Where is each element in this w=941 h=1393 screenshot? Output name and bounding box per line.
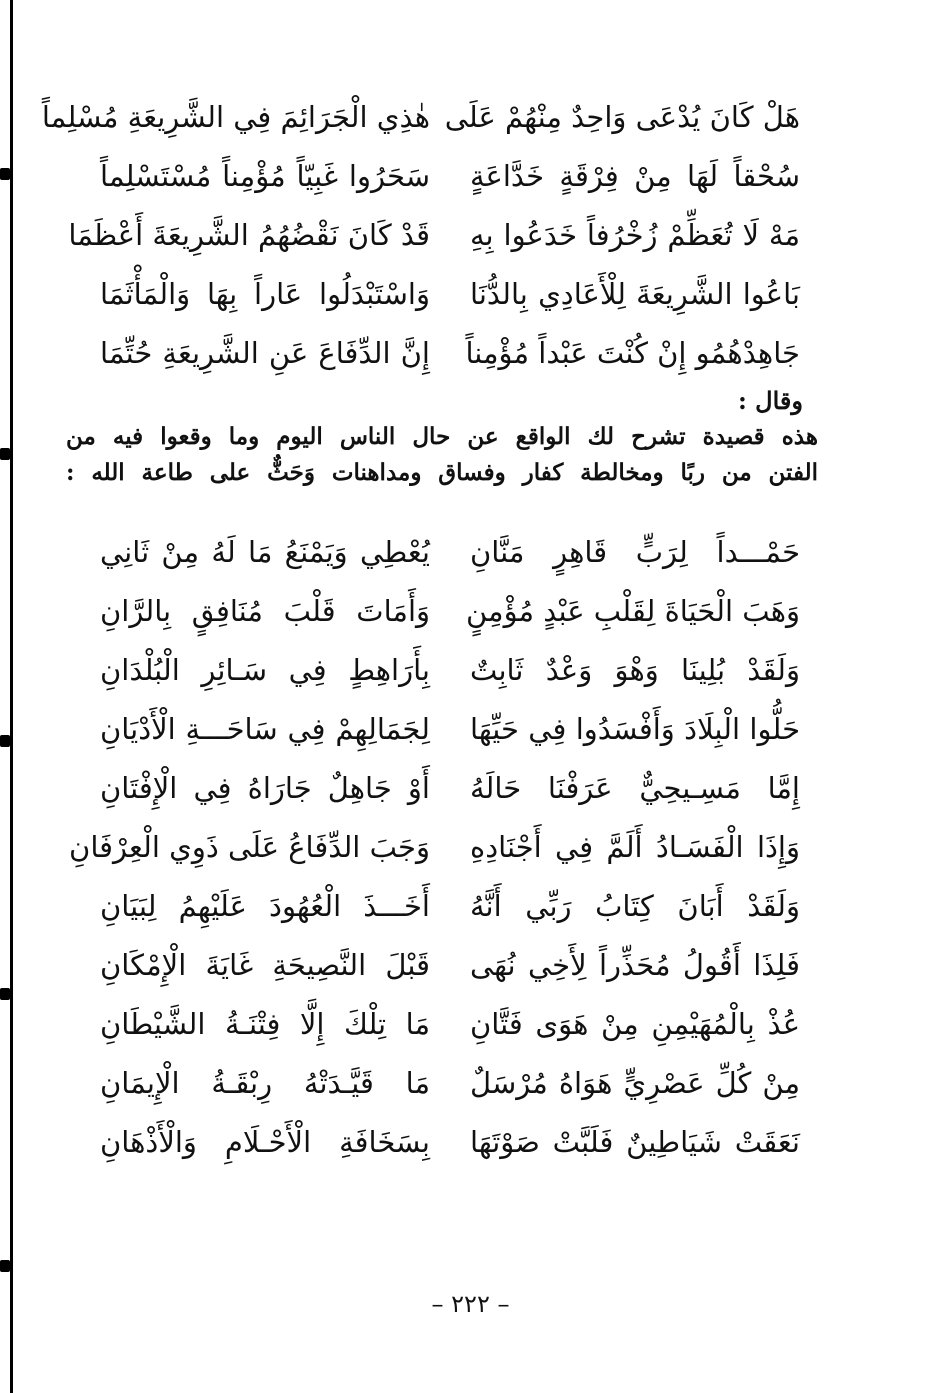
intro-paragraph bbox=[66, 419, 818, 491]
verse bbox=[100, 641, 800, 700]
said-label: وقال : bbox=[737, 386, 803, 415]
scan-border-line bbox=[10, 0, 13, 1393]
hemistich-second: وَأَمَاتَ قَلْبَ مُنَافِقٍ بِالرَّانِ bbox=[100, 594, 430, 628]
verse bbox=[100, 582, 800, 641]
hemistich-second: هٰذِي الْجَرَائِمَ فِي الشَّرِيعَةِ مُسْلِماً bbox=[41, 100, 430, 134]
verse bbox=[100, 877, 800, 936]
poem-bottom bbox=[69, 523, 800, 1172]
poem-top bbox=[41, 88, 800, 383]
hemistich-first: نَعَقَتْ شَيَاطِينٌ فَلَبَّتْ صَوْتَهَا bbox=[470, 1125, 800, 1159]
hemistich-second: وَاسْتَبْدَلُوا عَاراً بِهَا وَالْمَأْثَمَا bbox=[100, 277, 430, 311]
hemistich-second: أَوْ جَاهِلٌ جَارَاهُ فِي الْإِفْتَانِ bbox=[100, 771, 430, 805]
hemistich-first: عُذْ بِالْمُهَيْمِنِ مِنْ هَوَى فَتَّانِ bbox=[470, 1007, 800, 1041]
hemistich-first: سُحْقاً لَهَا مِنْ فِرْقَةٍ خَدَّاعَةٍ bbox=[470, 159, 800, 193]
hemistich-first: مَهْ لَا تُعَظِّمْ زُخْرُفاً خَدَعُوا بِهِ bbox=[470, 218, 800, 252]
hemistich-first: وَلَقَدْ بُلِينَا وَهْوَ وَعْدٌ ثَابِتٌ bbox=[470, 653, 800, 687]
hemistich-first: هَلْ كَانَ يُدْعَى وَاحِدٌ مِنْهُمْ عَلَى bbox=[444, 100, 800, 134]
hemistich-first: مِنْ كُلِّ عَصْرِيٍّ هَوَاهُ مُرْسَلٌ bbox=[470, 1066, 800, 1100]
hemistich-second: مَا تِلْكَ إِلَّا فِتْنَـةُ الشَّيْطَانِ bbox=[100, 1007, 430, 1041]
margin-mark bbox=[0, 448, 10, 460]
hemistich-second: بِسَخَافَةِ الْأَحْـلَامِ وَالْأَذْهَانِ bbox=[100, 1125, 430, 1159]
margin-mark bbox=[0, 988, 10, 1000]
verse bbox=[100, 1054, 800, 1113]
hemistich-first: وَلَقَدْ أَبَانَ كِتَابُ رَبِّي أَنَّهُ bbox=[470, 889, 800, 923]
margin-mark bbox=[0, 168, 10, 180]
verse bbox=[100, 324, 800, 383]
verse bbox=[68, 206, 800, 265]
hemistich-second: يُعْطِي وَيَمْنَعُ مَا لَهُ مِنْ ثَانِي bbox=[100, 535, 430, 569]
verse bbox=[100, 936, 800, 995]
verse bbox=[100, 759, 800, 818]
margin-mark bbox=[0, 1260, 10, 1272]
hemistich-second: إِنَّ الدِّفَاعَ عَنِ الشَّرِيعَةِ حُتِّمَا bbox=[100, 336, 430, 370]
hemistich-second: سَحَرُوا غَبِيّاً مُؤْمِناً مُسْتَسْلِماً bbox=[100, 159, 430, 193]
prose-line: هذه قصيدة تشرح لك الواقع عن حال الناس اليوم وما وقعوا فيه من bbox=[66, 423, 818, 450]
hemistich-second: وَجَبَ الدِّفَاعُ عَلَى ذَوِي الْعِرْفَانِ bbox=[69, 830, 430, 864]
verse bbox=[100, 700, 800, 759]
verse bbox=[41, 88, 800, 147]
page-number: – ٢٢٢ – bbox=[431, 1290, 510, 1318]
hemistich-second: لِجَمَالِهِمْ فِي سَاحَـــةِ الْأَدْيَانِ bbox=[100, 712, 430, 746]
verse bbox=[100, 523, 800, 582]
hemistich-first: حَلُّوا الْبِلَادَ وَأَفْسَدُوا فِي حَيِّهَا bbox=[470, 712, 800, 746]
verse bbox=[100, 1113, 800, 1172]
hemistich-first: فَلِذَا أَقُولُ مُحَذِّراً لِأَخِي نُهَى bbox=[470, 948, 800, 982]
hemistich-first: حَمْـــداً لِرَبٍّ قَاهِرٍ مَنَّانِ bbox=[470, 535, 800, 569]
hemistich-second: مَا قَيَّـدَتْهُ رِبْقَـةُ الْإِيمَانِ bbox=[100, 1066, 430, 1100]
hemistich-second: أَخَـــذَ الْعُهُودَ عَلَيْهِمُ لِبَيَانِ bbox=[100, 889, 430, 923]
verse bbox=[100, 147, 800, 206]
hemistich-first: جَاهِدْهُمُو إِنْ كُنْتَ عَبْداً مُؤْمِناً bbox=[465, 336, 800, 370]
hemistich-first: وَإِذَا الْفَسَـادُ أَلَمَّ فِي أَجْنَادِهِ bbox=[470, 830, 800, 864]
hemistich-second: قَدْ كَانَ نَقْضُهُمُ الشَّرِيعَةَ أَعْظَمَا bbox=[68, 218, 430, 252]
hemistich-first: وَهَبَ الْحَيَاةَ لِقَلْبِ عَبْدٍ مُؤْمِنٍ bbox=[465, 594, 800, 628]
hemistich-first: بَاعُوا الشَّرِيعَةَ لِلْأَعَادِي بِالدُّنَا bbox=[470, 277, 800, 311]
margin-mark bbox=[0, 735, 10, 747]
verse bbox=[100, 265, 800, 324]
verse bbox=[100, 995, 800, 1054]
prose-line: الفتن من ربًا ومخالطة كفار وفساق ومداهنات وَحَثٌّ على طاعة الله : bbox=[66, 459, 818, 486]
verse bbox=[69, 818, 800, 877]
hemistich-second: بِأَرَاهِطٍ فِي سَـائِرِ الْبُلْدَانِ bbox=[100, 653, 430, 687]
hemistich-first: إِمَّا مَسِـيحِيٌّ عَرَفْنَا حَالَهُ bbox=[470, 771, 800, 805]
hemistich-second: قَبْلَ النَّصِيحَةِ غَايَةَ الْإِمْكَانِ bbox=[100, 948, 430, 982]
